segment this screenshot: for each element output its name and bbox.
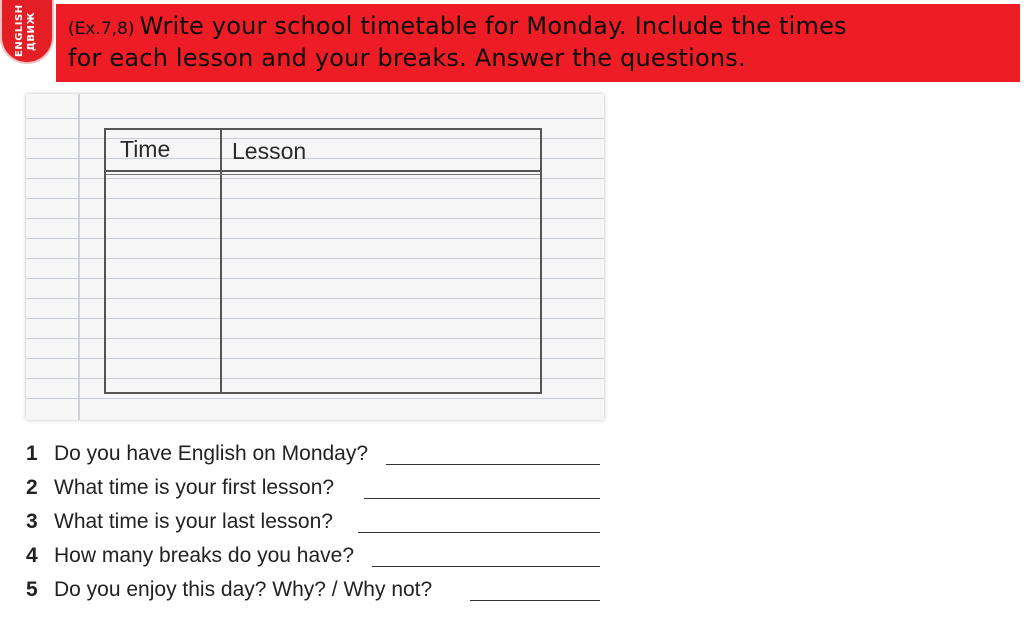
question-number: 5 [26, 578, 38, 601]
question-number: 2 [26, 476, 38, 499]
header-divider-second [106, 174, 540, 175]
answer-blank[interactable] [358, 532, 600, 533]
instruction-line-1 [68, 12, 847, 40]
answer-blank[interactable] [364, 498, 600, 499]
timetable-grid [104, 128, 542, 394]
question-2 [26, 476, 334, 504]
logo-line-1: ENGLISH [14, 4, 25, 58]
answer-blank[interactable] [372, 566, 600, 567]
question-text: Do you enjoy this day? Why? / Why not? [54, 578, 433, 601]
answer-blank[interactable] [386, 464, 600, 465]
question-number: 4 [26, 544, 38, 567]
question-3 [26, 510, 333, 538]
answer-blank[interactable] [470, 600, 600, 601]
ruled-line [26, 398, 604, 399]
exercise-reference: (Ex.7,8) [68, 19, 135, 39]
instruction-banner [56, 4, 1020, 82]
header-lesson: Lesson [232, 138, 307, 164]
instruction-text-1: Write your school timetable for Monday. Include the times [139, 12, 847, 40]
english-dvizh-logo [2, 0, 52, 62]
question-4 [26, 544, 354, 572]
instruction-text-2: for each lesson and your breaks. Answer the questions. [68, 44, 746, 72]
question-text: What time is your first lesson? [54, 476, 335, 499]
question-text: What time is your last lesson? [54, 510, 333, 533]
ruled-line [26, 118, 604, 119]
logo-line-2: ДВИЖ [26, 11, 37, 51]
paper-margin-line [78, 94, 80, 420]
question-1 [26, 442, 368, 470]
question-text: Do you have English on Monday? [54, 442, 369, 465]
question-number: 1 [26, 442, 38, 465]
question-5 [26, 578, 432, 606]
instruction-line-2 [68, 44, 746, 72]
header-time: Time [120, 136, 171, 162]
question-text: How many breaks do you have? [54, 544, 354, 567]
header-divider [106, 170, 540, 172]
logo-text [14, 4, 40, 58]
question-number: 3 [26, 510, 38, 533]
